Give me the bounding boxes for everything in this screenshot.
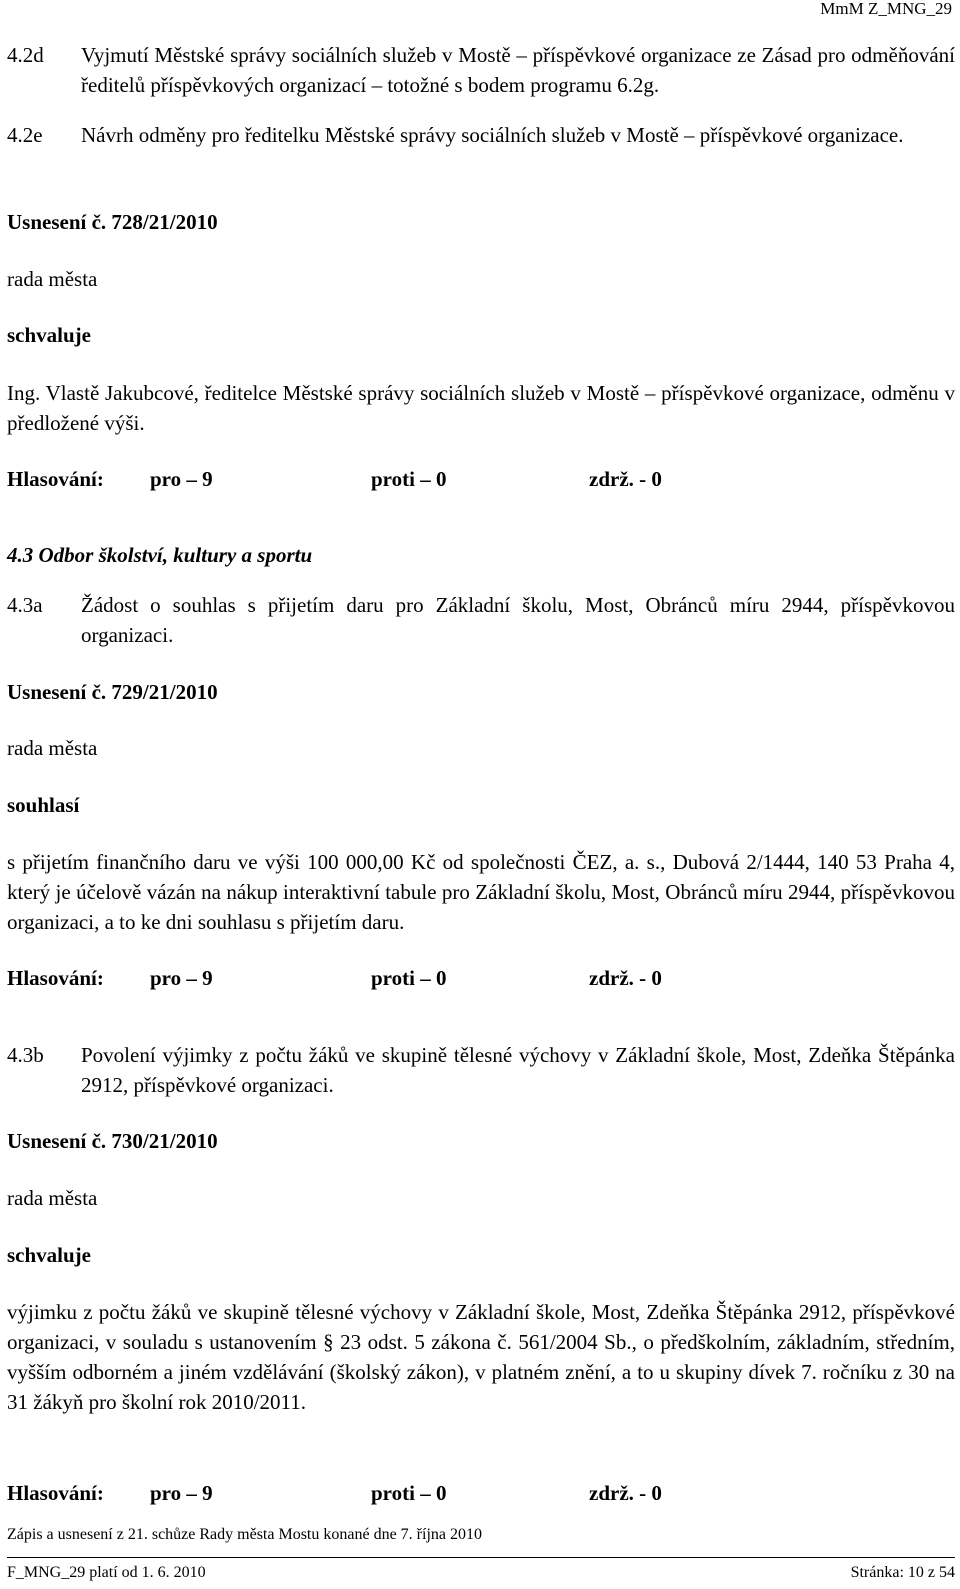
resolution-verb: schvaluje <box>7 1243 91 1267</box>
agenda-item-4-3a <box>7 590 955 650</box>
vote-result <box>7 1478 955 1508</box>
resolution-title: Usnesení č. 728/21/2010 <box>7 210 218 234</box>
vote-result <box>7 963 955 993</box>
vote-label: Hlasování: <box>7 1481 104 1505</box>
agenda-item-number: 4.2d <box>7 43 44 67</box>
document-code: MmM Z_MNG_29 <box>820 0 952 18</box>
vote-abstain: zdrž. - 0 <box>589 966 662 990</box>
agenda-item-number: 4.3a <box>7 593 43 617</box>
resolution-body: rada města <box>7 1186 98 1210</box>
vote-abstain: zdrž. - 0 <box>589 467 662 491</box>
agenda-item-number: 4.3b <box>7 1043 44 1067</box>
vote-proti: proti – 0 <box>371 1481 447 1505</box>
resolution-title: Usnesení č. 729/21/2010 <box>7 680 218 704</box>
page-number: Stránka: 10 z 54 <box>850 1564 955 1581</box>
vote-result <box>7 464 955 494</box>
resolution-text: s přijetím finančního daru ve výši 100 000,00 Kč od společnosti ČEZ, a. s., Dubová 2/1444, 140 53 Praha 4, který je účelově vázán na nákup interaktivní tabule pro Základní školu, Most, Obránců míru 2944, příspěvkovou organizaci, a to ke dni souhlasu s přijetím daru. <box>7 850 955 934</box>
footer-divider <box>7 1557 955 1558</box>
resolution-text: výjimku z počtu žáků ve skupině tělesné výchovy v Základní škole, Most, Zdeňka Štěpánka 2912, příspěvkové organizaci, v souladu s ustanovením § 23 odst. 5 zákona č. 561/2004 Sb., o předškolním, základním, středním, vyšším odborném a jiném vzdělávání (školský zákon), v platném znění, a to u skupiny dívek 7. ročníku z 30 na 31 žákyň pro školní rok 2010/2011. <box>7 1300 955 1414</box>
vote-pro: pro – 9 <box>150 1481 213 1505</box>
footer <box>7 1562 955 1584</box>
agenda-item-text: Žádost o souhlas s přijetím daru pro Základní školu, Most, Obránců míru 2944, příspěvkovou organizaci. <box>81 593 955 647</box>
agenda-item-text: Návrh odměny pro ředitelku Městské správy sociálních služeb v Mostě – příspěvkové organizace. <box>81 123 904 147</box>
agenda-item-number: 4.2e <box>7 123 43 147</box>
vote-label: Hlasování: <box>7 467 104 491</box>
agenda-item-4-3b <box>7 1040 955 1100</box>
agenda-item-4-2e <box>7 120 955 150</box>
vote-proti: proti – 0 <box>371 467 447 491</box>
vote-pro: pro – 9 <box>150 966 213 990</box>
vote-pro: pro – 9 <box>150 467 213 491</box>
vote-proti: proti – 0 <box>371 966 447 990</box>
agenda-item-4-2d <box>7 40 955 100</box>
vote-label: Hlasování: <box>7 966 104 990</box>
agenda-item-text: Povolení výjimky z počtu žáků ve skupině tělesné výchovy v Základní škole, Most, Zdeňka Štěpánka 2912, příspěvkové organizaci. <box>81 1043 955 1097</box>
resolution-text: Ing. Vlastě Jakubcové, ředitelce Městské správy sociálních služeb v Mostě – příspěvkové organizace, odměnu v předložené výši. <box>7 381 955 435</box>
resolution-verb: schvaluje <box>7 323 91 347</box>
resolution-title: Usnesení č. 730/21/2010 <box>7 1129 218 1153</box>
resolution-verb: souhlasí <box>7 793 80 817</box>
section-title: 4.3 Odbor školství, kultury a sportu <box>7 543 313 567</box>
vote-abstain: zdrž. - 0 <box>589 1481 662 1505</box>
agenda-item-text: Vyjmutí Městské správy sociálních služeb v Mostě – příspěvkové organizace ze Zásad pro odměňování ředitelů příspěvkových organizací – totožné s bodem programu 6.2g. <box>81 43 955 97</box>
resolution-body: rada města <box>7 267 98 291</box>
footer-meeting-note: Zápis a usnesení z 21. schůze Rady města Mostu konané dne 7. října 2010 <box>7 1526 482 1543</box>
footer-form-id: F_MNG_29 platí od 1. 6. 2010 <box>7 1564 206 1581</box>
resolution-body: rada města <box>7 736 98 760</box>
